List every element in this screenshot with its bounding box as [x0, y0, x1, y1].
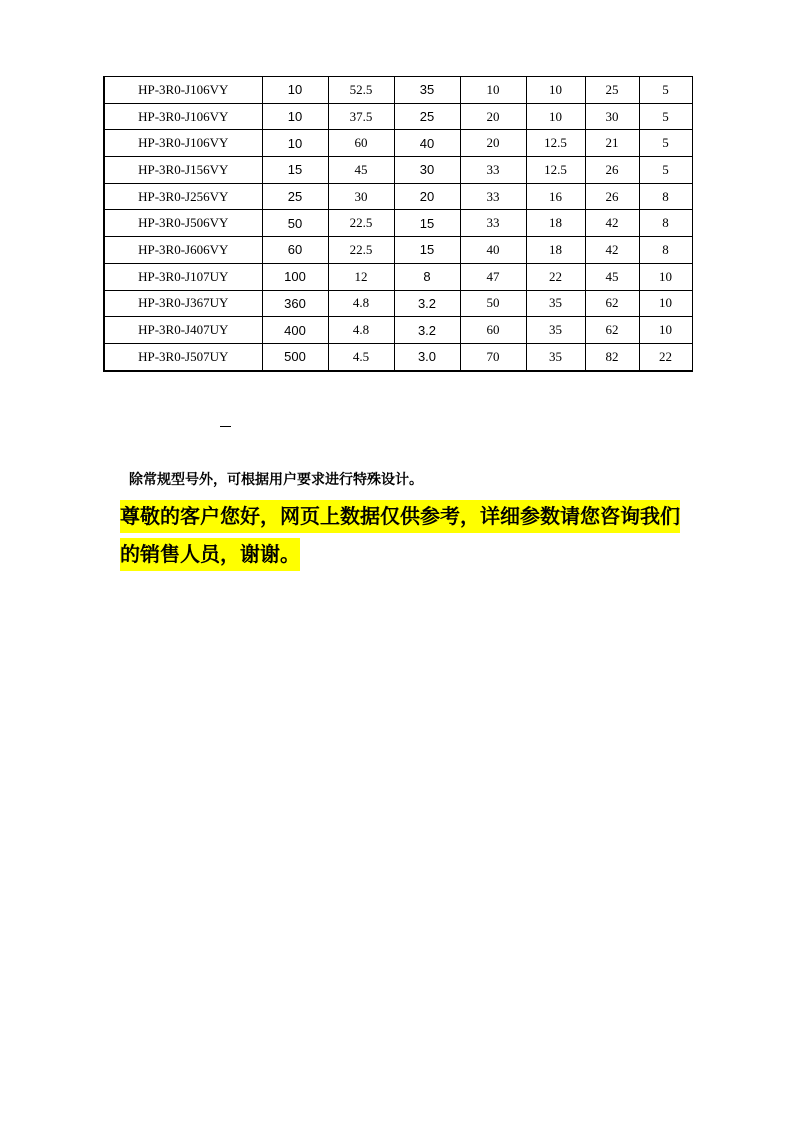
value-cell: 42 — [585, 210, 639, 237]
model-cell: HP-3R0-J506VY — [104, 210, 262, 237]
value-cell: 45 — [585, 263, 639, 290]
table-row — [104, 77, 692, 104]
value-cell: 82 — [585, 343, 639, 370]
value-cell: 26 — [585, 183, 639, 210]
value-cell: 50 — [262, 210, 328, 237]
value-cell: 70 — [460, 343, 526, 370]
value-cell: 20 — [460, 103, 526, 130]
value-cell: 33 — [460, 210, 526, 237]
table-row — [104, 237, 692, 264]
value-cell: 10 — [639, 317, 692, 344]
value-cell: 8 — [394, 263, 460, 290]
value-cell: 35 — [526, 343, 585, 370]
model-cell: HP-3R0-J606VY — [104, 237, 262, 264]
value-cell: 60 — [262, 237, 328, 264]
value-cell: 60 — [328, 130, 394, 157]
value-cell: 3.2 — [394, 290, 460, 317]
value-cell: 18 — [526, 237, 585, 264]
value-cell: 8 — [639, 183, 692, 210]
value-cell: 35 — [394, 77, 460, 104]
value-cell: 360 — [262, 290, 328, 317]
value-cell: 40 — [394, 130, 460, 157]
value-cell: 22 — [526, 263, 585, 290]
value-cell: 5 — [639, 103, 692, 130]
value-cell: 35 — [526, 290, 585, 317]
value-cell: 35 — [526, 317, 585, 344]
model-cell: HP-3R0-J106VY — [104, 77, 262, 104]
value-cell: 18 — [526, 210, 585, 237]
value-cell: 50 — [460, 290, 526, 317]
value-cell: 10 — [262, 103, 328, 130]
value-cell: 15 — [394, 237, 460, 264]
value-cell: 25 — [585, 77, 639, 104]
value-cell: 42 — [585, 237, 639, 264]
model-cell: HP-3R0-J106VY — [104, 103, 262, 130]
model-cell: HP-3R0-J407UY — [104, 317, 262, 344]
table-row — [104, 103, 692, 130]
value-cell: 10 — [460, 77, 526, 104]
value-cell: 20 — [394, 183, 460, 210]
value-cell: 10 — [526, 77, 585, 104]
value-cell: 16 — [526, 183, 585, 210]
customer-notice-text: 尊敬的客户您好，网页上数据仅供参考，详细参数请您咨询我们的销售人员，谢谢。 — [120, 500, 680, 571]
value-cell: 21 — [585, 130, 639, 157]
value-cell: 47 — [460, 263, 526, 290]
model-cell: HP-3R0-J507UY — [104, 343, 262, 370]
value-cell: 500 — [262, 343, 328, 370]
value-cell: 10 — [639, 290, 692, 317]
table-row — [104, 263, 692, 290]
table-row — [104, 343, 692, 370]
value-cell: 33 — [460, 183, 526, 210]
value-cell: 22.5 — [328, 210, 394, 237]
value-cell: 62 — [585, 290, 639, 317]
value-cell: 4.8 — [328, 317, 394, 344]
model-cell: HP-3R0-J106VY — [104, 130, 262, 157]
value-cell: 30 — [328, 183, 394, 210]
table-row — [104, 317, 692, 344]
value-cell: 37.5 — [328, 103, 394, 130]
table-row — [104, 210, 692, 237]
value-cell: 62 — [585, 317, 639, 344]
value-cell: 10 — [526, 103, 585, 130]
value-cell: 33 — [460, 157, 526, 184]
value-cell: 400 — [262, 317, 328, 344]
custom-design-note: 除常规型号外，可根据用户要求进行特殊设计。 — [129, 472, 423, 488]
value-cell: 45 — [328, 157, 394, 184]
value-cell: 30 — [394, 157, 460, 184]
value-cell: 52.5 — [328, 77, 394, 104]
model-cell: HP-3R0-J367UY — [104, 290, 262, 317]
model-cell: HP-3R0-J107UY — [104, 263, 262, 290]
table-row — [104, 157, 692, 184]
value-cell: 5 — [639, 157, 692, 184]
value-cell: 8 — [639, 237, 692, 264]
value-cell: 5 — [639, 77, 692, 104]
model-cell: HP-3R0-J256VY — [104, 183, 262, 210]
value-cell: 3.2 — [394, 317, 460, 344]
value-cell: 60 — [460, 317, 526, 344]
value-cell: 20 — [460, 130, 526, 157]
table-row — [104, 183, 692, 210]
value-cell: 100 — [262, 263, 328, 290]
value-cell: 22.5 — [328, 237, 394, 264]
value-cell: 8 — [639, 210, 692, 237]
value-cell: 25 — [394, 103, 460, 130]
value-cell: 12.5 — [526, 130, 585, 157]
value-cell: 10 — [262, 130, 328, 157]
model-cell: HP-3R0-J156VY — [104, 157, 262, 184]
spec-table — [103, 76, 693, 372]
table-row — [104, 130, 692, 157]
value-cell: 12.5 — [526, 157, 585, 184]
value-cell: 4.5 — [328, 343, 394, 370]
value-cell: 25 — [262, 183, 328, 210]
value-cell: 10 — [262, 77, 328, 104]
table-row — [104, 290, 692, 317]
value-cell: 10 — [639, 263, 692, 290]
value-cell: 5 — [639, 130, 692, 157]
separator-dash — [220, 426, 231, 427]
value-cell: 30 — [585, 103, 639, 130]
customer-notice — [120, 497, 680, 573]
value-cell: 22 — [639, 343, 692, 370]
value-cell: 40 — [460, 237, 526, 264]
value-cell: 12 — [328, 263, 394, 290]
value-cell: 3.0 — [394, 343, 460, 370]
value-cell: 15 — [262, 157, 328, 184]
value-cell: 4.8 — [328, 290, 394, 317]
value-cell: 15 — [394, 210, 460, 237]
spec-table-body — [104, 77, 692, 371]
value-cell: 26 — [585, 157, 639, 184]
